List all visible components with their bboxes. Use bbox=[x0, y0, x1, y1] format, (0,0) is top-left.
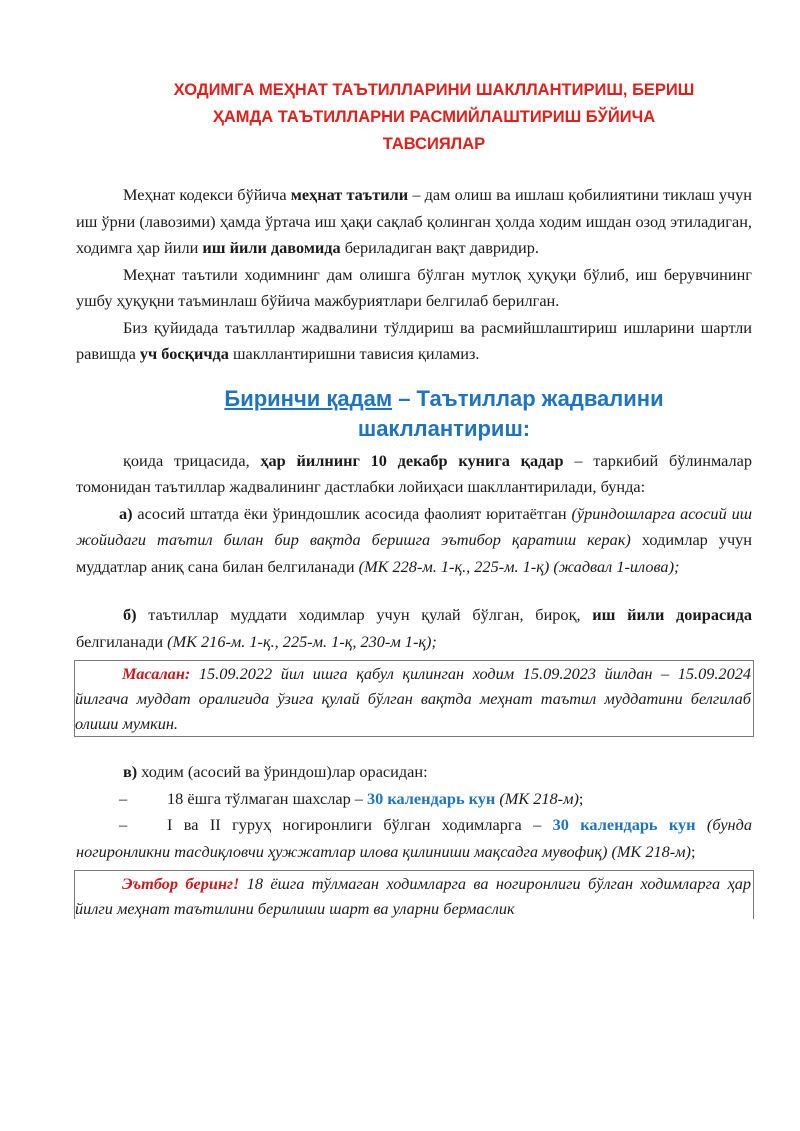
spacer bbox=[76, 737, 752, 759]
text: – дам олиш ва ишлаш қобилиятини тиклаш учун иш ўрни (лавозими) ҳамда ўртача иш ҳақи сақлаб қолинган ҳолда ходим ишдан озод этиладиган, ходимга ҳар йили bbox=[76, 185, 753, 257]
item-label: б) bbox=[123, 605, 137, 624]
attention-label: Эътбор беринг! bbox=[122, 874, 240, 893]
intro-paragraph-1 bbox=[76, 182, 752, 262]
title-line-3: ТАВСИЯЛАР bbox=[382, 135, 486, 153]
intro-paragraph-3 bbox=[76, 315, 752, 368]
step-1-heading bbox=[76, 384, 752, 444]
attention-text: 18 ёшга тўлмаган ходимларга ва ногиронлиги бўлган ходимларга ҳар йилги меҳнат таътилини берилиши шарт ва уларни бермаслик bbox=[75, 874, 751, 918]
term-bold: уч босқичда bbox=[139, 344, 229, 363]
text: ходимлар учун муддатлар аниқ сана билан белгиланади bbox=[76, 530, 752, 576]
text: шакллантиришни тависия қиламиз. bbox=[228, 344, 480, 363]
text: бериладиган вақт давридир. bbox=[340, 238, 539, 257]
legal-reference: (МК 216-м. 1-қ., 225-м. 1-қ, 230-м 1-қ); bbox=[167, 631, 437, 651]
example-label: Масалан: bbox=[122, 664, 191, 683]
note-italic: (ўриндошларга асосий иш жойидаги таътил билан бир вақтда беришга эътибор қаратиш керак) bbox=[76, 503, 752, 549]
text: белгиланади bbox=[76, 631, 168, 651]
text: Биз қуйидада таътиллар жадвалини тўлдириш ва расмийшлаштириш ишларини шартли равишда bbox=[76, 317, 752, 363]
attention-box bbox=[74, 870, 754, 919]
text: асосий штатда ёки ўриндошлик асосида фаолият юритаётган bbox=[132, 503, 572, 523]
text: таътиллар муддати ходимлар учун қулай бўлган, бироқ, bbox=[136, 605, 593, 624]
item-v bbox=[76, 759, 752, 786]
dash-bullet: – bbox=[119, 788, 128, 808]
example-text: 15.09.2022 йил ишга қабул қилинган ходим 15.09.2023 йилдан – 15.09.2024 йилгача муддат оралигида ўзига қулай бўлган вақтда меҳнат таътил муддатини белгилаб олиши мумкин. bbox=[75, 664, 751, 733]
title-line-1: ХОДИМГА МЕҲНАТ ТАЪТИЛЛАРИНИ ШАКЛЛАНТИРИШ, БЕРИШ bbox=[173, 81, 695, 99]
dash-item-1 bbox=[76, 786, 752, 813]
item-b bbox=[76, 602, 752, 655]
text: 18 ёшга тўлмаган шахслар – bbox=[167, 788, 368, 808]
document-body bbox=[76, 182, 752, 919]
term-bold: иш йили доирасида bbox=[592, 605, 752, 624]
legal-reference: (МК 218-м) bbox=[495, 788, 579, 808]
attention-paragraph bbox=[75, 871, 751, 919]
term-bold: иш йили давомида bbox=[202, 238, 341, 257]
example-box bbox=[74, 660, 754, 737]
text: I ва II гуруҳ ногиронлиги бўлган ходимларга – bbox=[167, 815, 553, 834]
deadline-bold: ҳар йилнинг 10 декабр кунига қадар bbox=[260, 450, 564, 470]
title-line-2: ҲАМДА ТАЪТИЛЛАРНИ РАСМИЙЛАШТИРИШ БЎЙИЧА bbox=[212, 108, 656, 126]
intro-paragraph-2: Меҳнат таътили ходимнинг дам олишга бўлган мутлоқ ҳуқуқи бўлиб, иш берувчининг ушбу ҳуқуқни таъминлаш бўйича мажбуриятлари белгилаб берилган. bbox=[76, 264, 752, 310]
section-paragraph-rule bbox=[76, 448, 752, 501]
item-label: а) bbox=[119, 503, 133, 523]
example-paragraph bbox=[75, 661, 751, 736]
text: ; bbox=[578, 788, 584, 808]
text: қоида трицасида, bbox=[123, 450, 261, 470]
step-1-title: – Таътиллар жадвалини шакллантириш: bbox=[357, 385, 664, 441]
spacer bbox=[76, 580, 752, 602]
text: ; bbox=[690, 841, 696, 861]
term-bold: меҳнат таътили bbox=[290, 185, 409, 204]
note-italic: (бунда ногиронликни тасдиқловчи ҳужжатлар илова қилиниши мақсадга мувофиқ) (МК 218-м) bbox=[76, 815, 752, 861]
document-title bbox=[76, 0, 752, 158]
days-highlight: 30 календарь кун bbox=[552, 815, 696, 834]
step-1-label: Биринчи қадам bbox=[224, 385, 393, 411]
legal-reference: (МК 228-м. 1-қ., 225-м. 1-қ) (жадвал 1-илова); bbox=[358, 556, 680, 576]
dash-bullet: – bbox=[119, 815, 128, 834]
text: – таркибий бўлинмалар томонидан таътиллар жадвалининг дастлабки лойиҳаси шакллантирилади, бунда: bbox=[76, 450, 753, 496]
item-a bbox=[76, 501, 752, 581]
text: Меҳнат кодекси бўйича bbox=[123, 185, 291, 204]
text: ходим (асосий ва ўриндош)лар орасидан: bbox=[137, 762, 428, 781]
dash-item-2 bbox=[76, 812, 752, 865]
days-highlight: 30 календарь кун bbox=[367, 788, 496, 808]
item-label: в) bbox=[123, 762, 138, 781]
